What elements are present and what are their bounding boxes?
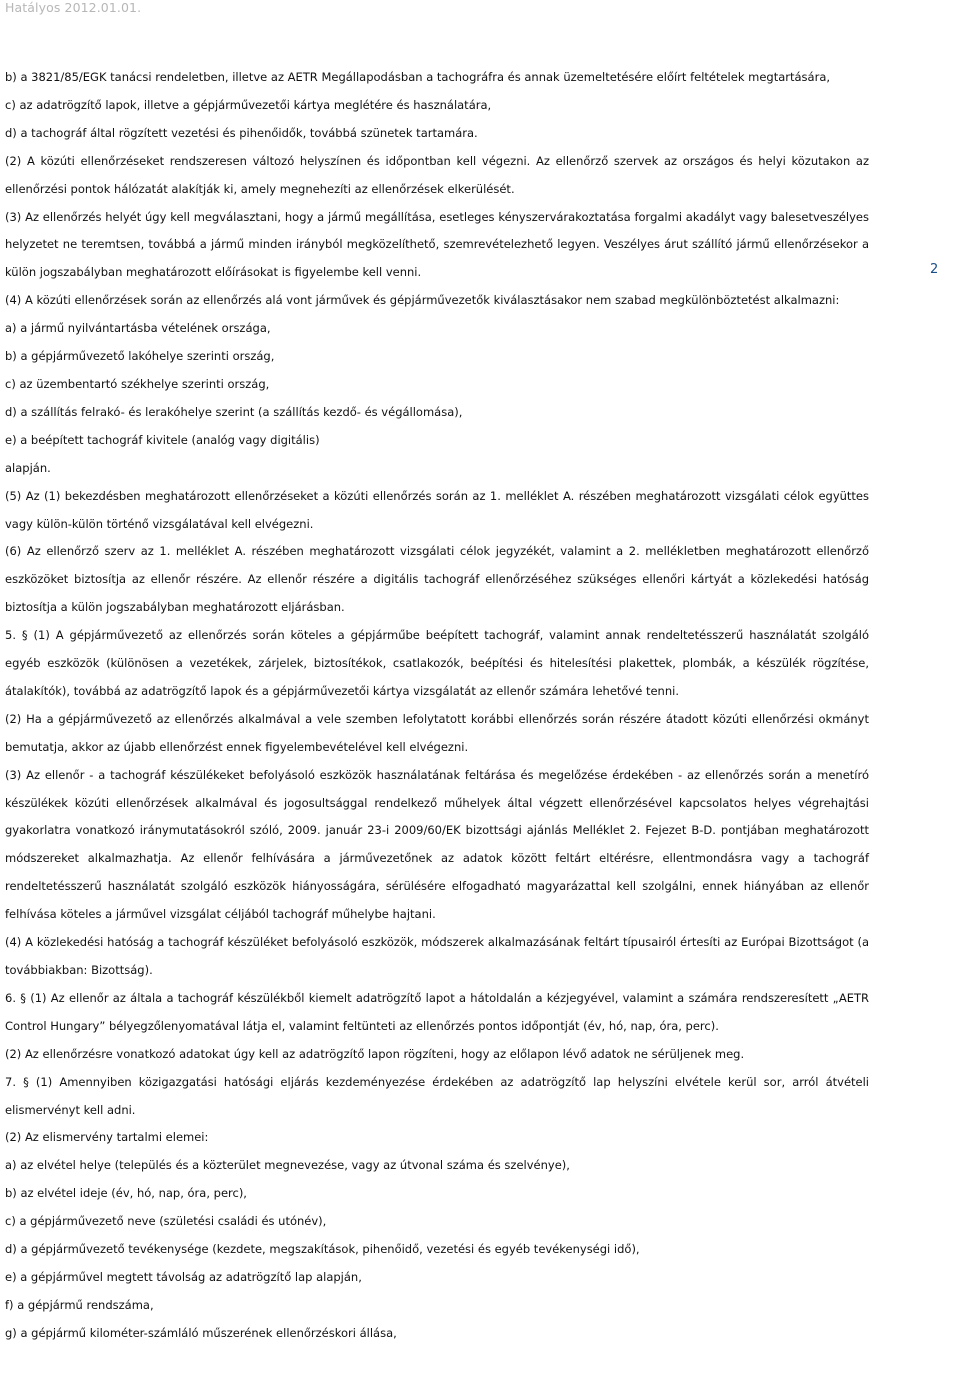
paragraph: g) a gépjármű kilométer-számláló műszerének ellenőrzéskori állása, (5, 1325, 397, 1340)
page-number: 2 (930, 262, 939, 277)
paragraph: (3) Az ellenőrzés helyét úgy kell megválasztani, hogy a jármű megállítása, esetleges kényszervárakoztatása forgalmi akadályt vagy balesetveszélyes helyzetet ne teremtsen, továbbá a jármű minden irányból megközelíthető, szemrevételezhető legyen. Veszélyes árut szállító jármű ellenőrzésekor a külön jogszabályban meghatározott előírásokat is figyelembe kell venni. (5, 209, 869, 280)
paragraph: alapján. (5, 460, 51, 475)
paragraph: 5. § (1) A gépjárművezető az ellenőrzés során köteles a gépjárműbe beépített tachográf, valamint annak rendeltetésszerű használatát szolgáló egyéb eszközök (különösen a vezetékek, zárjelek, biztosítékok, csatlakozók, beépítési és hitelesítési plakettek, plombák, a készülék rögzítése, átalakítók), továbbá az adatrögzítő lapok és a gépjárművezetői kártya vizsgálatát az ellenőr számára lehetővé tenni. (5, 628, 869, 698)
paragraph: (4) A közúti ellenőrzések során az ellenőrzés alá vont járművek és gépjárművezetők kiválasztásakor nem szabad megkülönböztetést alkalmazni: (5, 293, 840, 308)
paragraph: (6) Az ellenőrző szerv az 1. melléklet A. részében meghatározott vizsgálati célok jegyzékét, valamint a 2. mellékletben meghatározott ellenőrző eszközöket biztosítja az ellenőr részére. Az ellenőr részére a digitális tachográf ellenőrzéséhez szükséges ellenőri kártyát a közlekedési hatóság biztosítja a külön jogszabályban meghatározott eljárásban. (5, 544, 869, 615)
paragraph: e) a gépjárművel megtett távolság az adatrögzítő lap alapján, (5, 1269, 362, 1284)
paragraph: d) a tachográf által rögzített vezetési és pihenőidők, továbbá szünetek tartamára. (5, 125, 478, 140)
paragraph: f) a gépjármű rendszáma, (5, 1297, 154, 1312)
paragraph: (2) A közúti ellenőrzéseket rendszeresen változó helyszínen és időpontban kell végezni. Az ellenőrző szervek az országos és helyi közutakon az ellenőrzési pontok hálózatát alakítják ki, amely megnehezíti az ellenőrzések elkerülését. (5, 153, 869, 196)
header-valid-from: Hatályos 2012.01.01. (5, 0, 142, 15)
paragraph: c) a gépjárművezető neve (születési családi és utónév), (5, 1214, 327, 1229)
paragraph: b) a 3821/85/EGK tanácsi rendeletben, illetve az AETR Megállapodásban a tachográfra és annak üzemeltetésére előírt feltételek megtartására, (5, 70, 831, 84)
paragraph: (2) Az ellenőrzésre vonatkozó adatokat úgy kell az adatrögzítő lapon rögzíteni, hogy az előlapon lévő adatok ne sérüljenek meg. (5, 1046, 745, 1061)
paragraph: (5) Az (1) bekezdésben meghatározott ellenőrzéseket a közúti ellenőrzés során az 1. melléklet A. részében meghatározott vizsgálati célok együttes vagy külön-külön történő vizsgálatával kell elvégezni. (5, 488, 869, 531)
paragraph: (4) A közlekedési hatóság a tachográf készüléket befolyásoló eszközök, módszerek alkalmazásának feltárt típusairól értesíti az Európai Bizottságot (a továbbiakban: Bizottság). (5, 935, 869, 977)
paragraph: b) az elvétel ideje (év, hó, nap, óra, perc), (5, 1186, 247, 1201)
paragraph: b) a gépjárművezető lakóhelye szerinti ország, (5, 349, 275, 364)
paragraph: c) az üzembentartó székhelye szerinti ország, (5, 376, 270, 391)
paragraph: 7. § (1) Amennyiben közigazgatási hatósági eljárás kezdeményezése érdekében az adatrögzítő lap helyszíni elvétele kerül sor, arról átvételi elismervényt kell adni. (5, 1074, 869, 1117)
paragraph: (2) Ha a gépjárművezető az ellenőrzés alkalmával a vele szemben lefolytatott korábbi ellenőrzés során részére átadott közúti ellenőrzési okmányt bemutatja, akkor az újabb ellenőrzést ennek figyelembevételével kell elvégezni. (5, 711, 869, 754)
paragraph: (2) Az elismervény tartalmi elemei: (5, 1130, 209, 1145)
paragraph: e) a beépített tachográf kivitele (analóg vagy digitális) (5, 432, 320, 447)
paragraph: a) a jármű nyilvántartásba vételének országa, (5, 321, 271, 336)
paragraph: 6. § (1) Az ellenőr az általa a tachográf készülékből kiemelt adatrögzítő lapot a hátoldalán a kézjegyével, valamint a számára rendszeresített „AETR Control Hungary” bélyegzőlenyomatával látja el, valamint feltünteti az ellenőrzés pontos időpontját (év, hó, nap, óra, perc). (5, 990, 869, 1033)
paragraph: d) a gépjárművezető tevékenysége (kezdete, megszakítások, pihenőidő, vezetési és egyéb tevékenységi idő), (5, 1242, 640, 1257)
document-body (5, 64, 869, 1348)
paragraph: d) a szállítás felrakó- és lerakóhelye szerint (a szállítás kezdő- és végállomása), (5, 404, 463, 419)
paragraph: a) az elvétel helye (település és a közterület megnevezése, vagy az útvonal száma és szelvénye), (5, 1158, 570, 1173)
paragraph: c) az adatrögzítő lapok, illetve a gépjárművezetői kártya meglétére és használatára, (5, 97, 492, 112)
paragraph: (3) Az ellenőr - a tachográf készülékeket befolyásoló eszközök használatának feltárása és megelőzése érdekében - az ellenőrzés során a menetíró készülékek közúti ellenőrzések alkalmával és jogosultsággal rendelkező műhelyek által végzett ellenőrzésével kapcsolatos helyes végrehajtási gyakorlatra vonatkozó iránymutatásokról szóló, 2009. január 23-i 2009/60/EK bizottsági ajánlás Melléklet 2. Fejezet B-D. pontjában meghatározott módszereket alkalmazhatja. Az ellenőr felhívására a járművezetőnek az adatok között feltárt eltérésre, ellentmondásra vagy a tachográf rendeltetésszerű használatát szolgáló eszközök hiányosságára, sérülésére elfogadható magyarázattal kell szolgálni, ennek hiányában az ellenőr felhívása köteles a járművel vizsgálat céljából tachográf műhelybe hajtani. (5, 767, 869, 922)
